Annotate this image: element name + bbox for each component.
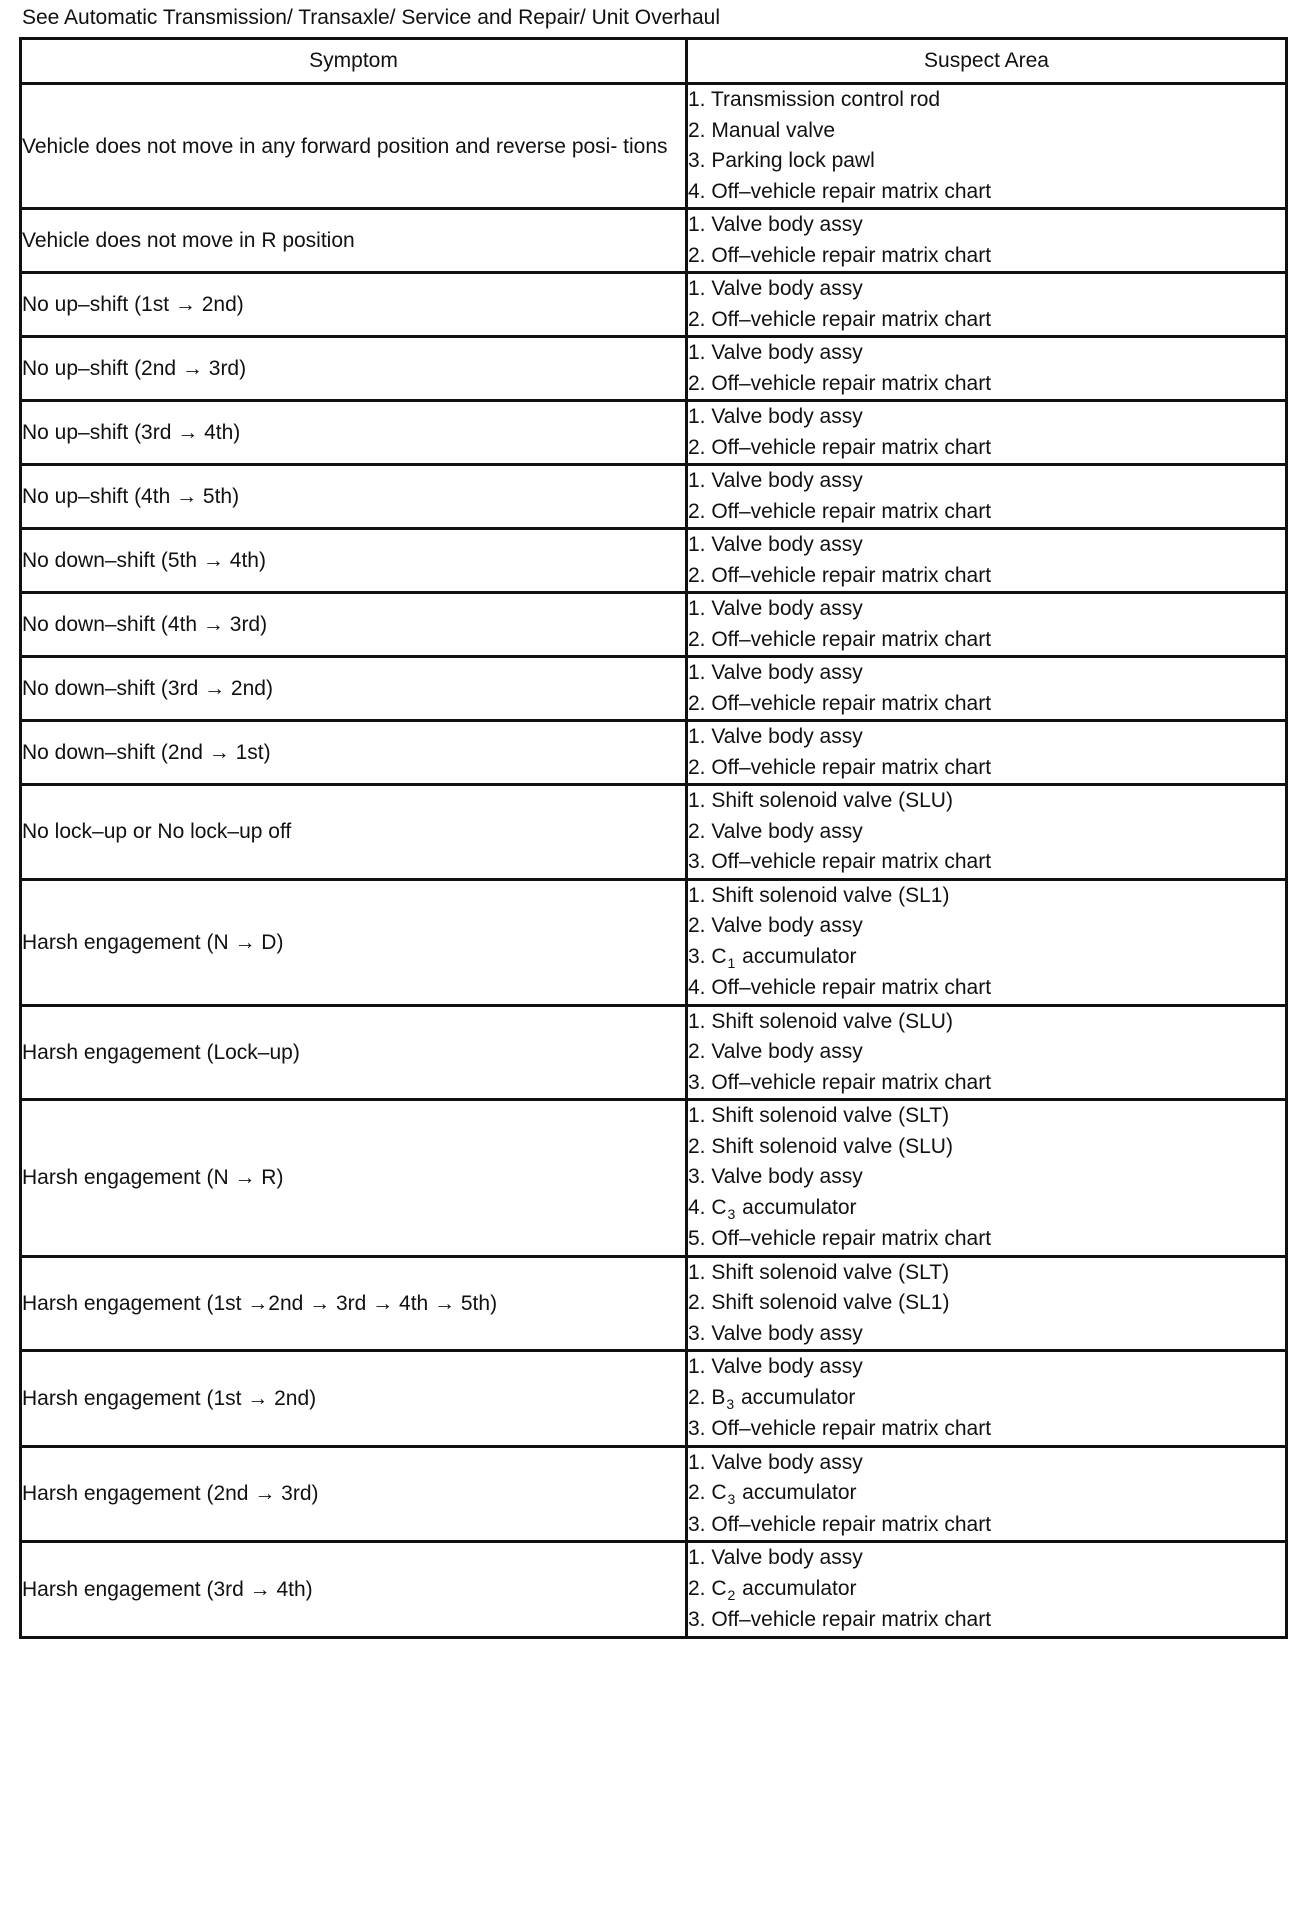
table-row	[21, 273, 1287, 337]
suspect-area-list	[688, 1352, 1285, 1445]
suspect-area-item: 2. Valve body assy	[688, 1040, 863, 1063]
symptom-cell: Harsh engagement (Lock–up)	[21, 1005, 687, 1100]
suspect-area-cell	[687, 657, 1287, 721]
suspect-area-item: 1. Valve body assy	[688, 725, 863, 748]
suspect-area-list	[688, 658, 1285, 719]
suspect-area-item: 1. Valve body assy	[688, 469, 863, 492]
table-row	[21, 593, 1287, 657]
symptom-cell: No up–shift (1st → 2nd)	[21, 273, 687, 337]
suspect-area-item: 1. Valve body assy	[688, 1546, 863, 1569]
suspect-area-item: 2. Off–vehicle repair matrix chart	[688, 243, 992, 267]
table-row	[21, 529, 1287, 593]
suspect-area-list	[688, 1543, 1285, 1636]
suspect-area-list	[688, 1101, 1285, 1255]
symptom-cell: No up–shift (2nd → 3rd)	[21, 337, 687, 401]
suspect-area-list	[688, 530, 1285, 591]
suspect-area-item: 2. Shift solenoid valve (SLU)	[688, 1134, 953, 1158]
see-also-reference: See Automatic Transmission/ Transaxle/ Service and Repair/ Unit Overhaul	[22, 6, 720, 29]
suspect-area-item: 1. Shift solenoid valve (SLT)	[688, 1104, 950, 1127]
symptom-cell: No down–shift (4th → 3rd)	[21, 593, 687, 657]
table-row	[21, 401, 1287, 465]
suspect-area-item: 2. Manual valve	[688, 118, 836, 142]
suspect-area-item: 3. Off–vehicle repair matrix chart	[688, 850, 992, 873]
suspect-area-item: 1. Valve body assy	[688, 1450, 863, 1474]
table-row	[21, 84, 1287, 209]
symptom-cell: Vehicle does not move in any forward position and reverse posi- tions	[21, 84, 687, 209]
table-row	[21, 1542, 1287, 1638]
suspect-area-item: 2. Off–vehicle repair matrix chart	[688, 435, 992, 459]
table-row	[21, 1005, 1287, 1100]
diagnosis-table	[19, 37, 1288, 1639]
suspect-area-list	[688, 1258, 1285, 1350]
suspect-area-list	[688, 786, 1285, 878]
symptom-cell: Harsh engagement (1st → 2nd)	[21, 1351, 687, 1447]
table-row	[21, 879, 1287, 1005]
table-row	[21, 1256, 1287, 1351]
suspect-area-item: 1. Shift solenoid valve (SLU)	[688, 1009, 953, 1033]
symptom-cell: No down–shift (2nd → 1st)	[21, 721, 687, 785]
symptom-cell: Vehicle does not move in R position	[21, 209, 687, 273]
suspect-area-cell	[687, 209, 1287, 273]
suspect-area-item: 3. $C_1$ accumulator	[688, 944, 857, 971]
suspect-area-item: 2. Valve body assy	[688, 819, 863, 843]
suspect-area-item: 2. $B_3$ accumulator	[688, 1385, 856, 1412]
suspect-area-cell	[687, 84, 1287, 209]
table-row	[21, 1446, 1287, 1542]
symptom-cell: No lock–up or No lock–up off	[21, 785, 687, 880]
table-row	[21, 337, 1287, 401]
suspect-area-item: 3. Valve body assy	[688, 1165, 863, 1188]
suspect-area-item: 1. Shift solenoid valve (SLT)	[688, 1260, 950, 1284]
suspect-area-item: 1. Valve body assy	[688, 1355, 863, 1378]
suspect-area-item: 2. Valve body assy	[688, 914, 863, 937]
suspect-area-item: 2. $C_2$ accumulator	[688, 1576, 857, 1603]
suspect-area-cell	[687, 1542, 1287, 1638]
column-header-suspect-area: Suspect Area	[687, 39, 1287, 84]
suspect-area-cell	[687, 337, 1287, 401]
symptom-cell: No up–shift (4th → 5th)	[21, 465, 687, 529]
suspect-area-list	[688, 881, 1285, 1004]
suspect-area-cell	[687, 785, 1287, 880]
table-header-row	[21, 39, 1287, 84]
symptom-cell: Harsh engagement (1st →2nd → 3rd → 4th → 5th)	[21, 1256, 687, 1351]
suspect-area-cell	[687, 1446, 1287, 1542]
suspect-area-list	[688, 338, 1285, 399]
suspect-area-item: 3. Valve body assy	[688, 1321, 863, 1345]
table-row	[21, 721, 1287, 785]
suspect-area-item: 1. Transmission control rod	[688, 88, 941, 111]
suspect-area-cell	[687, 465, 1287, 529]
suspect-area-list	[688, 402, 1285, 463]
suspect-area-item: 4. Off–vehicle repair matrix chart	[688, 179, 992, 203]
suspect-area-item: 4. $C_3$ accumulator	[688, 1195, 857, 1222]
suspect-area-cell	[687, 1100, 1287, 1257]
suspect-area-cell	[687, 879, 1287, 1005]
suspect-area-item: 2. Off–vehicle repair matrix chart	[688, 499, 992, 523]
suspect-area-list	[688, 210, 1285, 271]
suspect-area-cell	[687, 273, 1287, 337]
table-row	[21, 1351, 1287, 1447]
suspect-area-list	[688, 1007, 1285, 1099]
symptom-cell: Harsh engagement (N → D)	[21, 879, 687, 1005]
suspect-area-item: 2. Off–vehicle repair matrix chart	[688, 563, 992, 587]
table-row	[21, 209, 1287, 273]
suspect-area-item: 1. Valve body assy	[688, 213, 863, 236]
suspect-area-cell	[687, 401, 1287, 465]
suspect-area-item: 3. Parking lock pawl	[688, 149, 875, 172]
suspect-area-item: 1. Valve body assy	[688, 341, 863, 364]
suspect-area-cell	[687, 1256, 1287, 1351]
suspect-area-item: 3. Off–vehicle repair matrix chart	[688, 1417, 992, 1440]
suspect-area-item: 1. Valve body assy	[688, 661, 863, 684]
suspect-area-item: 1. Valve body assy	[688, 533, 863, 556]
suspect-area-item: 2. Off–vehicle repair matrix chart	[688, 691, 992, 715]
suspect-area-item: 2. Off–vehicle repair matrix chart	[688, 371, 992, 395]
symptom-cell: Harsh engagement (3rd → 4th)	[21, 1542, 687, 1638]
suspect-area-item: 2. Shift solenoid valve (SL1)	[688, 1291, 950, 1314]
suspect-area-item: 4. Off–vehicle repair matrix chart	[688, 976, 992, 999]
symptom-cell: No down–shift (5th → 4th)	[21, 529, 687, 593]
suspect-area-item: 2. Off–vehicle repair matrix chart	[688, 627, 992, 651]
column-header-symptom: Symptom	[21, 39, 687, 84]
suspect-area-list	[688, 274, 1285, 335]
suspect-area-list	[688, 594, 1285, 655]
suspect-area-list	[688, 85, 1285, 207]
suspect-area-item: 2. $C_3$ accumulator	[688, 1481, 857, 1507]
suspect-area-item: 3. Off–vehicle repair matrix chart	[688, 1512, 992, 1536]
symptom-cell: Harsh engagement (2nd → 3rd)	[21, 1446, 687, 1542]
table-row	[21, 465, 1287, 529]
suspect-area-item: 1. Valve body assy	[688, 405, 863, 428]
suspect-area-cell	[687, 721, 1287, 785]
suspect-area-list	[688, 722, 1285, 783]
suspect-area-item: 1. Shift solenoid valve (SL1)	[688, 883, 950, 907]
suspect-area-item: 3. Off–vehicle repair matrix chart	[688, 1608, 992, 1631]
symptom-cell: No up–shift (3rd → 4th)	[21, 401, 687, 465]
suspect-area-item: 3. Off–vehicle repair matrix chart	[688, 1070, 992, 1094]
suspect-area-item: 2. Off–vehicle repair matrix chart	[688, 307, 992, 331]
table-body	[21, 84, 1287, 1638]
suspect-area-item: 1. Valve body assy	[688, 277, 863, 300]
suspect-area-cell	[687, 593, 1287, 657]
suspect-area-item: 5. Off–vehicle repair matrix chart	[688, 1227, 992, 1250]
suspect-area-cell	[687, 1351, 1287, 1447]
suspect-area-item: 1. Shift solenoid valve (SLU)	[688, 789, 953, 812]
suspect-area-list	[688, 466, 1285, 527]
table-row	[21, 785, 1287, 880]
table-row	[21, 657, 1287, 721]
suspect-area-list	[688, 1448, 1285, 1541]
symptom-cell: No down–shift (3rd → 2nd)	[21, 657, 687, 721]
symptom-cell: Harsh engagement (N → R)	[21, 1100, 687, 1257]
suspect-area-cell	[687, 1005, 1287, 1100]
table-row	[21, 1100, 1287, 1257]
suspect-area-item: 1. Valve body assy	[688, 597, 863, 620]
suspect-area-cell	[687, 529, 1287, 593]
suspect-area-item: 2. Off–vehicle repair matrix chart	[688, 755, 992, 779]
